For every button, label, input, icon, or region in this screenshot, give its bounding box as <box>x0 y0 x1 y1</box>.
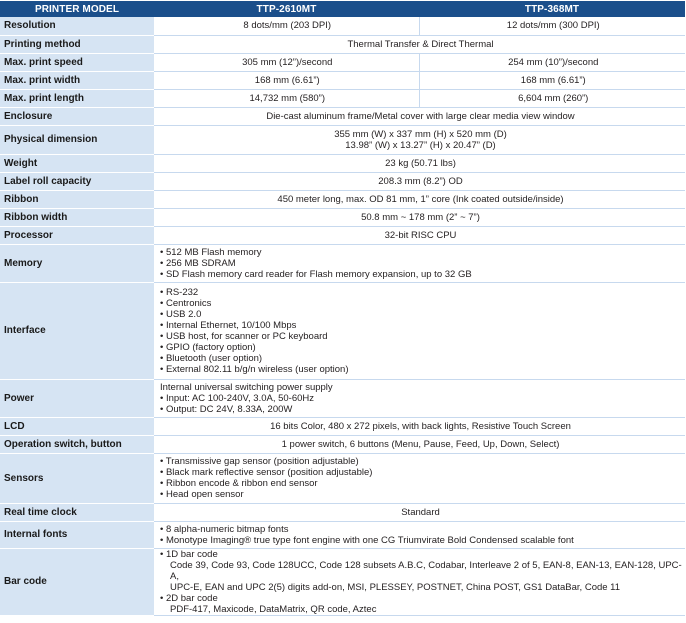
list-item: Code 39, Code 93, Code 128UCC, Code 128 subsets A.B.C, Codabar, Interleave 2 of 5, EAN-8, EAN-13, EAN-128, UPC-A, <box>170 559 682 582</box>
row-max-speed <box>0 53 685 71</box>
value-shared <box>154 548 685 615</box>
row-lcd <box>0 417 685 435</box>
interface-list <box>160 287 685 375</box>
list-item: • Transmissive gap sensor (position adjustable) <box>160 456 685 467</box>
list-item: • 512 MB Flash memory <box>160 247 685 258</box>
row-max-width <box>0 71 685 89</box>
row-label: Weight <box>0 154 154 172</box>
barcode-list <box>160 549 685 615</box>
row-label: Printing method <box>0 35 154 53</box>
row-label: Max. print width <box>0 71 154 89</box>
power-intro: Internal universal switching power supply <box>160 381 333 393</box>
list-item: • Input: AC 100-240V, 3.0A, 50-60Hz <box>160 393 685 404</box>
value-2610: 168 mm (6.61”) <box>154 71 419 89</box>
row-resolution <box>0 17 685 35</box>
value-shared: 32-bit RISC CPU <box>154 226 685 244</box>
value-2610: 14,732 mm (580”) <box>154 89 419 107</box>
value-shared: 450 meter long, max. OD 81 mm, 1” core (Ink coated outside/inside) <box>154 190 685 208</box>
fonts-list <box>160 524 685 546</box>
row-bar-code <box>0 548 685 615</box>
memory-list <box>160 247 685 280</box>
value-shared <box>154 125 685 154</box>
row-label: LCD <box>0 417 154 435</box>
row-internal-fonts <box>0 521 685 548</box>
list-item: • RS-232 <box>160 287 685 298</box>
row-printing-method <box>0 35 685 53</box>
list-item: • Bluetooth (user option) <box>160 353 685 364</box>
value-shared: Thermal Transfer & Direct Thermal <box>154 35 685 53</box>
list-item: • Output: DC 24V, 8.33A, 200W <box>160 404 685 415</box>
value-368: 12 dots/mm (300 DPI) <box>419 17 685 35</box>
value-shared <box>154 282 685 379</box>
value-2610: 305 mm (12”)/second <box>154 53 419 71</box>
row-ribbon-width <box>0 208 685 226</box>
row-label: Ribbon width <box>0 208 154 226</box>
row-label: Ribbon <box>0 190 154 208</box>
list-item: • Ribbon encode & ribbon end sensor <box>160 478 685 489</box>
dimension-metric: 355 mm (W) x 337 mm (H) x 520 mm (D) <box>334 128 507 140</box>
row-ribbon <box>0 190 685 208</box>
row-label: Real time clock <box>0 503 154 521</box>
value-shared: 50.8 mm ~ 178 mm (2” ~ 7”) <box>154 208 685 226</box>
row-max-length <box>0 89 685 107</box>
row-weight <box>0 154 685 172</box>
row-label-roll-capacity <box>0 172 685 190</box>
row-label: Resolution <box>0 17 154 35</box>
row-label: Max. print speed <box>0 53 154 71</box>
value-shared: Standard <box>154 503 685 521</box>
value-shared: 208.3 mm (8.2”) OD <box>154 172 685 190</box>
value-shared <box>154 521 685 548</box>
list-item: UPC-E, EAN and UPC 2(5) digits add-on, MSI, PLESSEY, POSTNET, China POST, GS1 DataBar, Code 11 <box>170 581 621 593</box>
dimension-imperial: 13.98” (W) x 13.27” (H) x 20.47” (D) <box>345 139 496 151</box>
row-processor <box>0 226 685 244</box>
row-label: Sensors <box>0 453 154 503</box>
value-368: 168 mm (6.61”) <box>419 71 685 89</box>
row-label: Operation switch, button <box>0 435 154 453</box>
row-enclosure <box>0 107 685 125</box>
row-label: Bar code <box>0 548 154 615</box>
list-item: • USB 2.0 <box>160 309 685 320</box>
value-shared <box>154 244 685 282</box>
list-item: • Centronics <box>160 298 685 309</box>
list-item: • Black mark reflective sensor (position adjustable) <box>160 467 685 478</box>
value-shared <box>154 453 685 503</box>
power-list <box>160 393 685 415</box>
value-368: 6,604 mm (260”) <box>419 89 685 107</box>
row-label: Physical dimension <box>0 125 154 154</box>
header-printer-model: PRINTER MODEL <box>0 1 154 17</box>
value-shared: 1 power switch, 6 buttons (Menu, Pause, Feed, Up, Down, Select) <box>154 435 685 453</box>
row-label: Processor <box>0 226 154 244</box>
header-model-368: TTP-368MT <box>419 1 685 17</box>
row-label: Power <box>0 379 154 417</box>
row-label: Internal fonts <box>0 521 154 548</box>
list-item: • SD Flash memory card reader for Flash memory expansion, up to 32 GB <box>160 269 685 280</box>
value-shared <box>154 379 685 417</box>
row-label: Label roll capacity <box>0 172 154 190</box>
list-item: • GPIO (factory option) <box>160 342 685 353</box>
list-item: PDF-417, Maxicode, DataMatrix, QR code, Aztec <box>170 603 377 615</box>
list-item: • 8 alpha-numeric bitmap fonts <box>160 524 685 535</box>
value-shared: 16 bits Color, 480 x 272 pixels, with back lights, Resistive Touch Screen <box>154 417 685 435</box>
header-row <box>0 1 685 17</box>
row-label: Memory <box>0 244 154 282</box>
row-label: Interface <box>0 282 154 379</box>
row-physical-dimension <box>0 125 685 154</box>
value-2610: 8 dots/mm (203 DPI) <box>154 17 419 35</box>
row-operation <box>0 435 685 453</box>
value-shared: 23 kg (50.71 lbs) <box>154 154 685 172</box>
list-item: • USB host, for scanner or PC keyboard <box>160 331 685 342</box>
list-item: • 1D bar code <box>160 549 685 560</box>
list-item: • 256 MB SDRAM <box>160 258 685 269</box>
row-sensors <box>0 453 685 503</box>
value-368: 254 mm (10”)/second <box>419 53 685 71</box>
list-item: • Internal Ethernet, 10/100 Mbps <box>160 320 685 331</box>
list-item: • External 802.11 b/g/n wireless (user option) <box>160 364 685 375</box>
list-item: • 2D bar code <box>160 593 685 604</box>
row-power <box>0 379 685 417</box>
row-label: Enclosure <box>0 107 154 125</box>
header-model-2610: TTP-2610MT <box>154 1 419 17</box>
spec-table <box>0 1 685 616</box>
list-item: • Monotype Imaging® true type font engine with one CG Triumvirate Bold Condensed scalable font <box>160 535 685 546</box>
row-label: Max. print length <box>0 89 154 107</box>
row-memory <box>0 244 685 282</box>
value-shared: Die-cast aluminum frame/Metal cover with large clear media view window <box>154 107 685 125</box>
sensors-list <box>160 456 685 500</box>
row-real-time-clock <box>0 503 685 521</box>
row-interface <box>0 282 685 379</box>
list-item: • Head open sensor <box>160 489 685 500</box>
